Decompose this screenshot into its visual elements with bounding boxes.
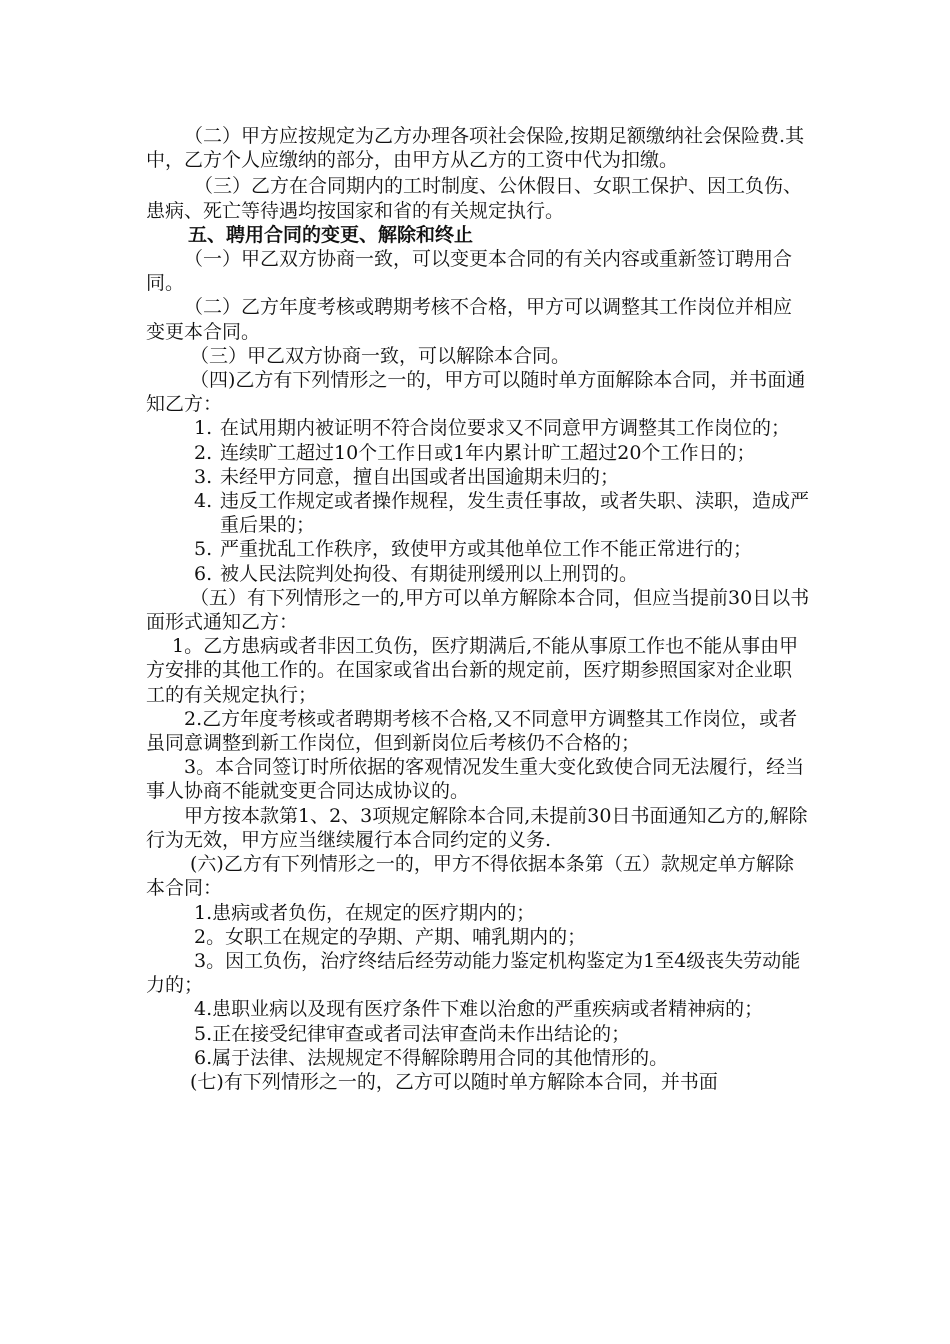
paragraph: 1。乙方患病或者非因工负伤，医疗期满后,不能从事原工作也不能从事由甲方安排的其他工作的。在国家或省出台新的规定前，医疗期参照国家对企业职工的有关规定执行； xyxy=(146,635,799,706)
paragraph: (六)乙方有下列情形之一的，甲方不得依据本条第（五）款规定单方解除本合同： xyxy=(146,853,794,900)
list-item-number: 1. xyxy=(194,417,213,440)
paragraph: 1.患病或者负伤，在规定的医疗期内的； xyxy=(194,901,536,924)
paragraph: （三）乙方在合同期内的工时制度、公休假日、女职工保护、因工负伤、患病、死亡等待遇均按国家和省的有关规定执行。 xyxy=(146,175,803,222)
paragraph: 2.乙方年度考核或者聘期考核不合格,又不同意甲方调整其工作岗位，或者虽同意调整到新工作岗位，但到新岗位后考核仍不合格的； xyxy=(146,707,798,755)
paragraph: （四)乙方有下列情形之一的，甲方可以随时单方面解除本合同，并书面通知乙方： xyxy=(146,369,806,416)
paragraph: （二）乙方年度考核或聘期考核不合格，甲方可以调整其工作岗位并相应变更本合同。 xyxy=(146,296,793,343)
paragraph: 甲方按本款第1、2、3项规定解除本合同,未提前30日书面通知乙方的,解除行为无效，甲方应当继续履行本合同约定的义务. xyxy=(146,804,808,851)
paragraph: （一）甲乙双方协商一致，可以变更本合同的有关内容或重新签订聘用合同。 xyxy=(146,248,793,295)
paragraph: 4.患职业病以及现有医疗条件下难以治愈的严重疾病或者精神病的； xyxy=(194,998,764,1021)
list-item-text: 严重扰乱工作秩序，致使甲方或其他单位工作不能正常进行的； xyxy=(220,538,753,561)
list-item-number: 2. xyxy=(194,441,213,464)
list-item-number: 6. xyxy=(194,562,213,585)
paragraph: （五）有下列情形之一的,甲方可以单方解除本合同，但应当提前30日以书面形式通知乙方： xyxy=(146,586,810,634)
paragraph: （三）甲乙双方协商一致，可以解除本合同。 xyxy=(190,344,571,367)
paragraph: (七)有下列情形之一的，乙方可以随时单方解除本合同，并书面 xyxy=(190,1070,718,1093)
list-item xyxy=(146,416,810,440)
section-heading: 五、聘用合同的变更、解除和终止 xyxy=(188,223,474,246)
list-item-number: 5. xyxy=(194,538,213,561)
list-item-text: 未经甲方同意，擅自出国或者出国逾期未归的； xyxy=(220,465,620,488)
list-item-text: 在试用期内被证明不符合岗位要求又不同意甲方调整其工作岗位的； xyxy=(220,417,791,440)
list-item xyxy=(146,537,810,561)
paragraph: 5.正在接受纪律审查或者司法审查尚未作出结论的； xyxy=(194,1022,631,1045)
list-item xyxy=(146,441,810,465)
paragraph: 3。因工负伤，治疗终结后经劳动能力鉴定机构鉴定为1至4级丧失劳动能力的； xyxy=(146,949,801,997)
list-item xyxy=(146,489,810,537)
paragraph: （二）甲方应按规定为乙方办理各项社会保险,按期足额缴纳社会保险费.其中，乙方个人应缴纳的部分，由甲方从乙方的工资中代为扣缴。 xyxy=(146,125,805,172)
document-body xyxy=(146,124,810,1094)
list-item xyxy=(146,465,810,489)
list-item-number: 3. xyxy=(194,465,213,488)
list-item-text: 连续旷工超过10个工作日或1年内累计旷工超过20个工作日的； xyxy=(220,441,756,464)
paragraph: 3。本合同签订时所依据的客观情况发生重大变化致使合同无法履行，经当事人协商不能就变更合同达成协议的。 xyxy=(146,756,805,803)
list-item-text: 被人民法院判处拘役、有期徒刑缓刑以上刑罚的。 xyxy=(220,562,639,585)
list-item-number: 4. xyxy=(194,490,213,513)
paragraph: 6.属于法律、法规规定不得解除聘用合同的其他情形的。 xyxy=(194,1046,669,1069)
paragraph: 2。女职工在规定的孕期、产期、哺乳期内的； xyxy=(194,925,587,948)
list-item-text: 违反工作规定或者操作规程，发生责任事故，或者失职、渎职，造成严重后果的； xyxy=(220,490,810,537)
list-item xyxy=(146,562,810,586)
